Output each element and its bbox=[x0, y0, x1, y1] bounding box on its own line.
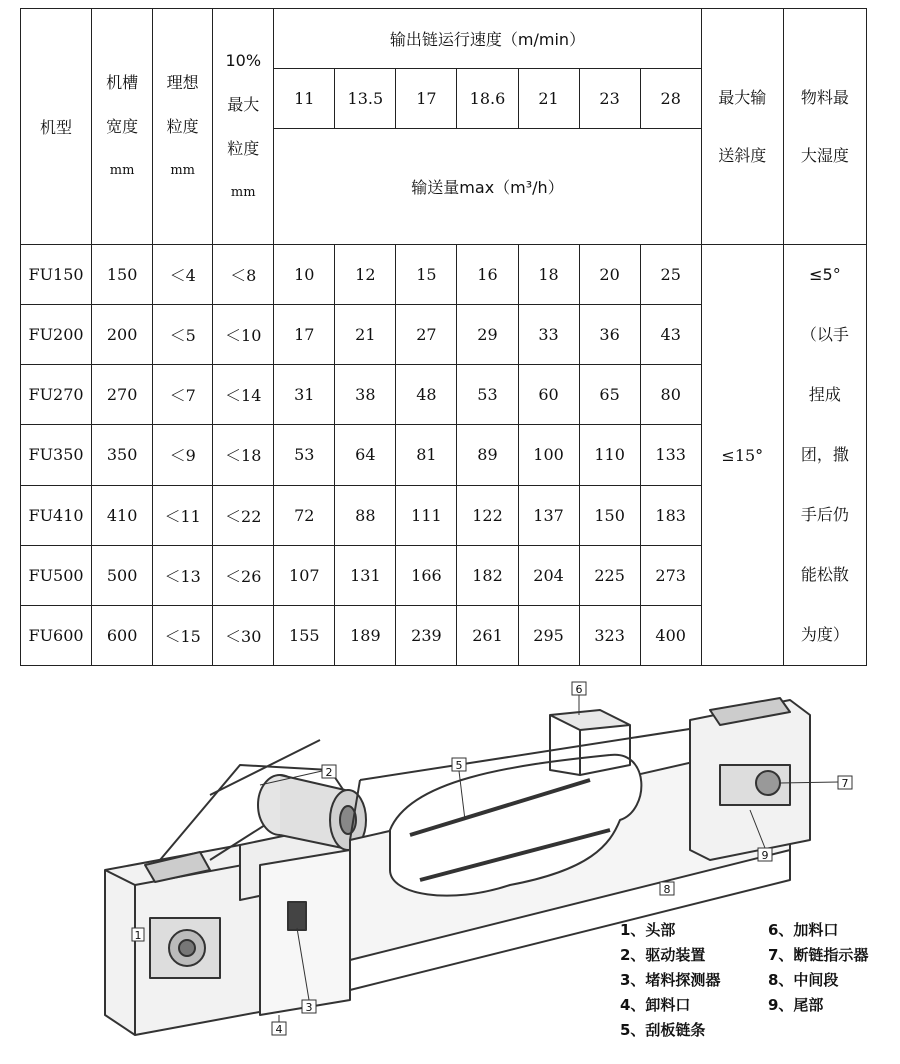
svg-text:7: 7 bbox=[841, 777, 849, 790]
capacity-cell: 53 bbox=[274, 425, 335, 485]
width-cell: 200 bbox=[92, 305, 153, 365]
capacity-cell: 131 bbox=[335, 545, 396, 605]
svg-text:2: 2 bbox=[325, 766, 333, 779]
header-slot-width: 机槽 宽度 mm bbox=[92, 9, 153, 245]
model-cell: FU350 bbox=[21, 425, 92, 485]
speed-cell: 21 bbox=[518, 69, 579, 129]
capacity-cell: 18 bbox=[518, 245, 579, 305]
max10-cell: ＜18 bbox=[213, 425, 274, 485]
width-cell: 410 bbox=[92, 485, 153, 545]
particle-cell: ＜9 bbox=[153, 425, 213, 485]
callout-4 bbox=[272, 1015, 286, 1036]
callout-1 bbox=[132, 928, 144, 942]
capacity-cell: 36 bbox=[579, 305, 640, 365]
capacity-cell: 107 bbox=[274, 545, 335, 605]
capacity-cell: 17 bbox=[274, 305, 335, 365]
svg-text:3: 3 bbox=[305, 1001, 313, 1014]
capacity-cell: 25 bbox=[640, 245, 701, 305]
capacity-cell: 100 bbox=[518, 425, 579, 485]
capacity-cell: 27 bbox=[396, 305, 457, 365]
capacity-cell: 204 bbox=[518, 545, 579, 605]
speed-cell: 11 bbox=[274, 69, 335, 129]
capacity-cell: 155 bbox=[274, 605, 335, 665]
svg-text:5: 5 bbox=[455, 759, 463, 772]
particle-cell: ＜4 bbox=[153, 245, 213, 305]
capacity-cell: 15 bbox=[396, 245, 457, 305]
speed-cell: 28 bbox=[640, 69, 701, 129]
humidity-cell: ≤5° （以手 捏成 团，撒 手后仍 能松散 为度） bbox=[783, 245, 866, 666]
max10-cell: ＜26 bbox=[213, 545, 274, 605]
svg-text:9: 9 bbox=[761, 849, 769, 862]
capacity-cell: 295 bbox=[518, 605, 579, 665]
capacity-cell: 64 bbox=[335, 425, 396, 485]
capacity-cell: 323 bbox=[579, 605, 640, 665]
model-cell: FU500 bbox=[21, 545, 92, 605]
capacity-cell: 133 bbox=[640, 425, 701, 485]
capacity-cell: 273 bbox=[640, 545, 701, 605]
callout-6 bbox=[572, 682, 586, 715]
capacity-cell: 38 bbox=[335, 365, 396, 425]
particle-cell: ＜13 bbox=[153, 545, 213, 605]
particle-cell: ＜7 bbox=[153, 365, 213, 425]
header-speed-title: 输出链运行速度（m/min） bbox=[274, 9, 701, 69]
capacity-cell: 189 bbox=[335, 605, 396, 665]
capacity-cell: 12 bbox=[335, 245, 396, 305]
model-cell: FU600 bbox=[21, 605, 92, 665]
capacity-cell: 182 bbox=[457, 545, 518, 605]
legend-left bbox=[620, 918, 720, 1043]
capacity-cell: 60 bbox=[518, 365, 579, 425]
header-max-humidity: 物料最 大湿度 bbox=[783, 9, 866, 245]
capacity-cell: 21 bbox=[335, 305, 396, 365]
capacity-cell: 137 bbox=[518, 485, 579, 545]
width-cell: 500 bbox=[92, 545, 153, 605]
legend-item: 5、刮板链条 bbox=[620, 1021, 706, 1039]
capacity-cell: 122 bbox=[457, 485, 518, 545]
max10-cell: ＜22 bbox=[213, 485, 274, 545]
capacity-cell: 183 bbox=[640, 485, 701, 545]
capacity-cell: 20 bbox=[579, 245, 640, 305]
legend-item: 9、尾部 bbox=[768, 996, 824, 1014]
particle-cell: ＜5 bbox=[153, 305, 213, 365]
capacity-cell: 65 bbox=[579, 365, 640, 425]
capacity-cell: 239 bbox=[396, 605, 457, 665]
header-max-10pct: 10% 最大 粒度 mm bbox=[213, 9, 274, 245]
capacity-cell: 150 bbox=[579, 485, 640, 545]
max10-cell: ＜8 bbox=[213, 245, 274, 305]
capacity-cell: 400 bbox=[640, 605, 701, 665]
speed-cell: 17 bbox=[396, 69, 457, 129]
capacity-cell: 225 bbox=[579, 545, 640, 605]
header-model: 机型 bbox=[21, 9, 92, 245]
header-capacity-title: 输送量max（m³/h） bbox=[274, 129, 701, 245]
capacity-cell: 111 bbox=[396, 485, 457, 545]
capacity-cell: 80 bbox=[640, 365, 701, 425]
capacity-cell: 81 bbox=[396, 425, 457, 485]
width-cell: 350 bbox=[92, 425, 153, 485]
capacity-cell: 29 bbox=[457, 305, 518, 365]
capacity-cell: 110 bbox=[579, 425, 640, 485]
capacity-cell: 88 bbox=[335, 485, 396, 545]
legend-item: 3、堵料探测器 bbox=[620, 971, 721, 989]
particle-cell: ＜11 bbox=[153, 485, 213, 545]
capacity-cell: 72 bbox=[274, 485, 335, 545]
callout-8 bbox=[660, 882, 674, 896]
legend-right bbox=[768, 918, 868, 1018]
width-cell: 270 bbox=[92, 365, 153, 425]
table-row bbox=[21, 245, 867, 305]
capacity-cell: 89 bbox=[457, 425, 518, 485]
header-max-incline: 最大输 送斜度 bbox=[701, 9, 783, 245]
capacity-cell: 33 bbox=[518, 305, 579, 365]
svg-text:4: 4 bbox=[275, 1023, 283, 1036]
legend-item: 4、卸料口 bbox=[620, 996, 691, 1014]
legend-item: 7、断链指示器 bbox=[768, 946, 869, 964]
max10-cell: ＜14 bbox=[213, 365, 274, 425]
legend-item: 6、加料口 bbox=[768, 921, 839, 939]
speed-cell: 23 bbox=[579, 69, 640, 129]
max10-cell: ＜30 bbox=[213, 605, 274, 665]
capacity-cell: 261 bbox=[457, 605, 518, 665]
tail-section bbox=[690, 698, 810, 860]
spec-table bbox=[20, 8, 867, 666]
capacity-cell: 53 bbox=[457, 365, 518, 425]
capacity-cell: 10 bbox=[274, 245, 335, 305]
header-particle-size: 理想 粒度 mm bbox=[153, 9, 213, 245]
incline-cell: ≤15° bbox=[701, 245, 783, 666]
legend-item: 2、驱动装置 bbox=[620, 946, 706, 964]
capacity-cell: 16 bbox=[457, 245, 518, 305]
capacity-cell: 166 bbox=[396, 545, 457, 605]
max10-cell: ＜10 bbox=[213, 305, 274, 365]
svg-text:6: 6 bbox=[575, 683, 583, 696]
legend-item: 1、头部 bbox=[620, 921, 676, 939]
particle-cell: ＜15 bbox=[153, 605, 213, 665]
speed-cell: 13.5 bbox=[335, 69, 396, 129]
capacity-cell: 43 bbox=[640, 305, 701, 365]
capacity-cell: 48 bbox=[396, 365, 457, 425]
width-cell: 150 bbox=[92, 245, 153, 305]
svg-text:8: 8 bbox=[663, 883, 671, 896]
blockage-detector-box bbox=[260, 850, 350, 1015]
speed-cell: 18.6 bbox=[457, 69, 518, 129]
model-cell: FU150 bbox=[21, 245, 92, 305]
capacity-cell: 31 bbox=[274, 365, 335, 425]
model-cell: FU200 bbox=[21, 305, 92, 365]
width-cell: 600 bbox=[92, 605, 153, 665]
svg-text:1: 1 bbox=[134, 929, 142, 942]
model-cell: FU270 bbox=[21, 365, 92, 425]
model-cell: FU410 bbox=[21, 485, 92, 545]
legend-item: 8、中间段 bbox=[768, 971, 839, 989]
